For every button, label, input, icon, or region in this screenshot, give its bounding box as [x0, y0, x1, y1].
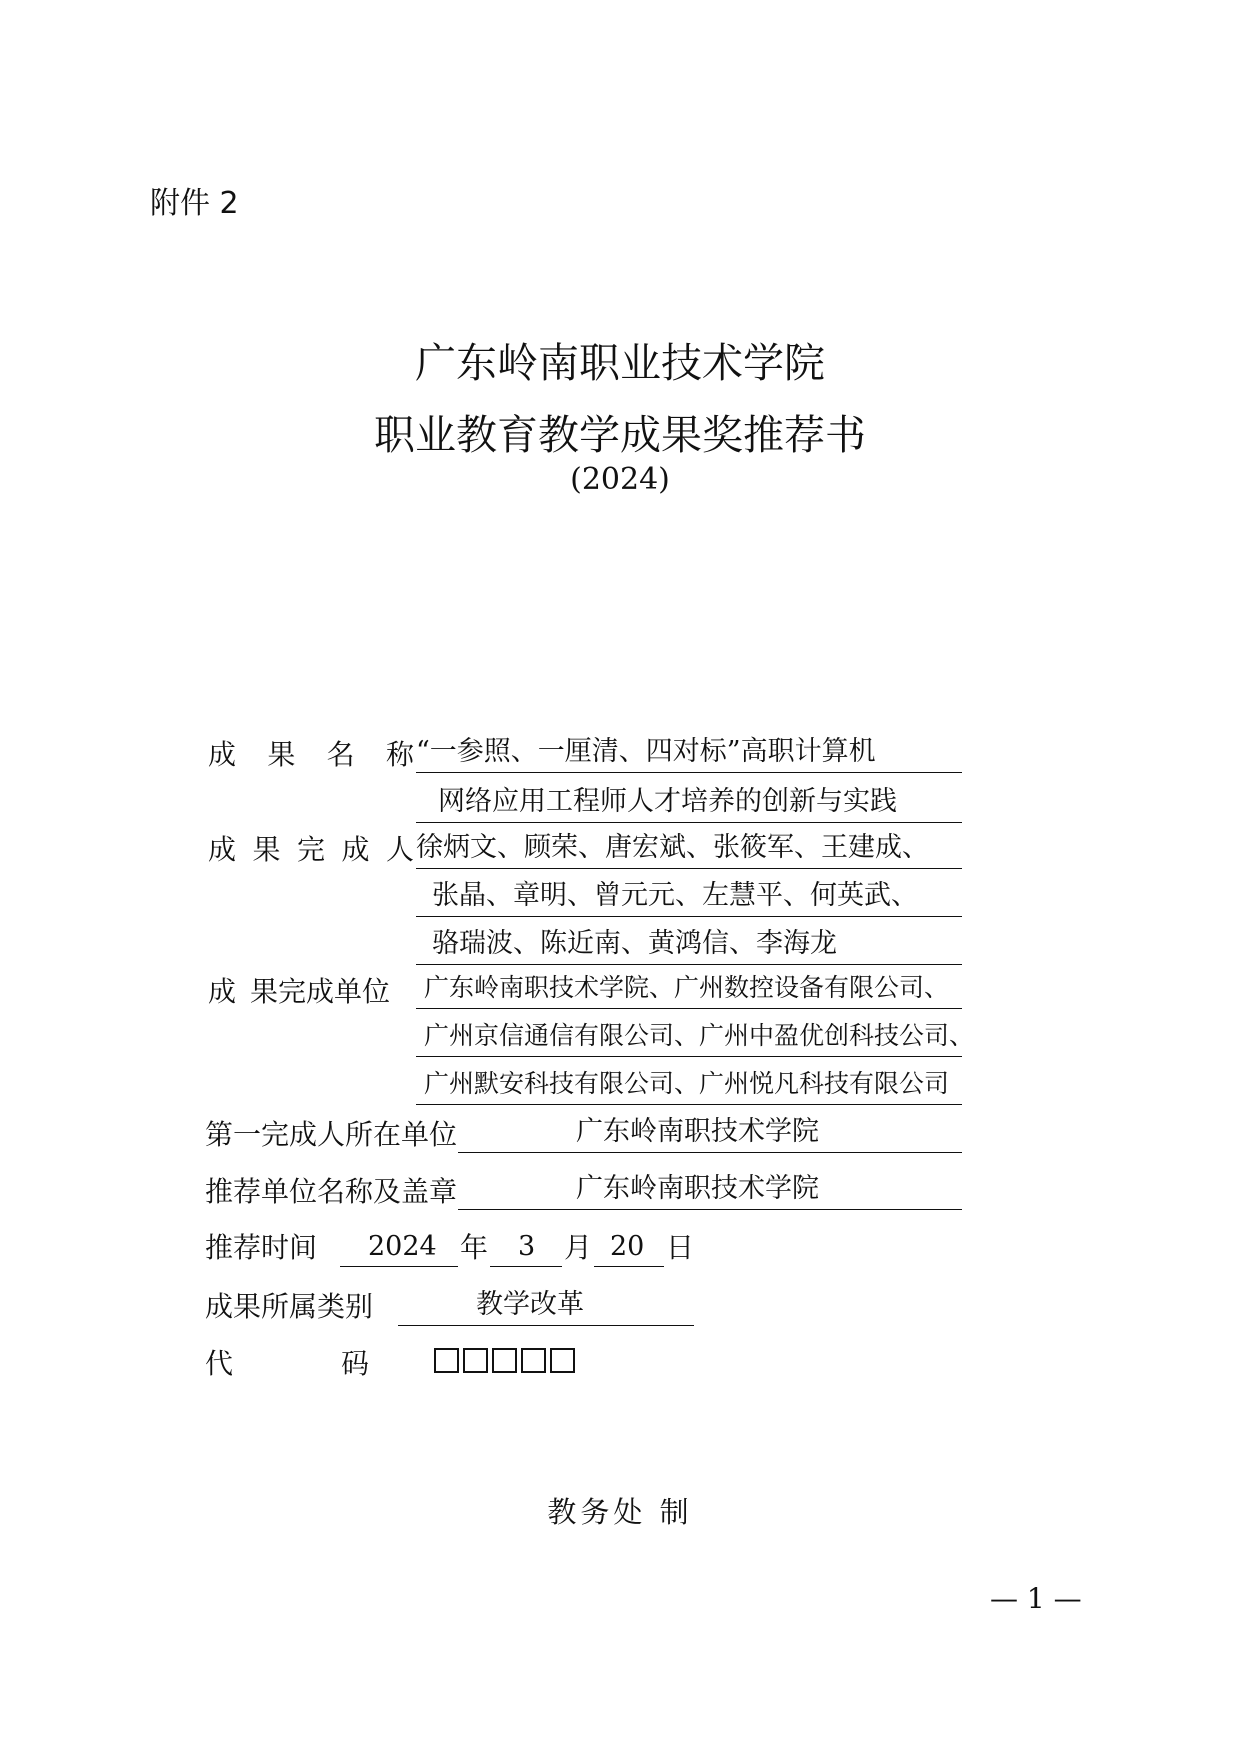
date-year-unit: 年: [460, 1231, 489, 1264]
issuer-text: 教务处 制: [547, 1495, 693, 1529]
category-value: 教学改革: [476, 1289, 584, 1320]
code-box: [463, 1348, 488, 1373]
completers-text-1: 徐炳文、顾荣、唐宏斌、张筱军、王建成、: [416, 832, 929, 863]
code-box: [434, 1348, 459, 1373]
date-month-unit: 月: [564, 1231, 593, 1264]
first-completer-unit-line: [458, 1108, 962, 1153]
completing-units-text-3: 广州默安科技有限公司、广州悦凡科技有限公司: [424, 1069, 950, 1098]
code-box: [550, 1348, 575, 1373]
date-year-line: [340, 1222, 458, 1267]
completing-units-line-1: [416, 964, 962, 1009]
completers-line-3: [416, 920, 962, 965]
document-title-line-2: 职业教育教学成果奖推荐书: [374, 411, 866, 459]
completing-units-line-3: [416, 1060, 962, 1105]
attachment-label: 附件 2: [150, 186, 239, 221]
category-line: [398, 1281, 694, 1326]
date-month-value: 3: [518, 1231, 536, 1262]
document-year: (2024): [570, 462, 670, 497]
first-completer-unit-label: 第一完成人所在单位: [205, 1118, 458, 1151]
completers-text-2: 张晶、章明、曾元元、左慧平、何英武、: [432, 880, 918, 911]
recommender-value: 广东岭南职技术学院: [576, 1173, 819, 1204]
achievement-name-text-1: “一参照、一厘清、四对标”高职计算机: [416, 736, 876, 767]
code-boxes: [434, 1348, 575, 1373]
completing-units-line-2: [416, 1012, 975, 1057]
date-year-value: 2024: [368, 1231, 437, 1262]
first-completer-unit-value: 广东岭南职技术学院: [576, 1116, 819, 1147]
achievement-name-line-2: [416, 778, 962, 823]
document-title-line-1: 广东岭南职业技术学院: [415, 339, 825, 387]
code-label: 代 码: [205, 1347, 369, 1380]
completers-label: 成 果 完 成 人: [208, 833, 414, 866]
achievement-name-line-1: [416, 728, 962, 773]
date-day-value: 20: [610, 1231, 645, 1262]
completers-line-1: [416, 824, 962, 869]
page-number: — 1 —: [990, 1582, 1082, 1615]
recommender-label: 推荐单位名称及盖章: [205, 1175, 458, 1208]
code-box: [521, 1348, 546, 1373]
completers-line-2: [416, 872, 962, 917]
completing-units-text-2: 广州京信通信有限公司、广州中盈优创科技公司、: [424, 1021, 975, 1050]
date-day-unit: 日: [666, 1231, 695, 1264]
completing-units-text-1: 广东岭南职技术学院、广州数控设备有限公司、: [424, 973, 950, 1002]
completing-units-label: 成 果完成单位: [208, 975, 391, 1008]
completers-text-3: 骆瑞波、陈近南、黄鸿信、李海龙: [432, 928, 837, 959]
date-month-line: [490, 1222, 562, 1267]
achievement-name-text-2: 网络应用工程师人才培养的创新与实践: [438, 786, 897, 817]
code-box: [492, 1348, 517, 1373]
recommender-line: [458, 1165, 962, 1210]
recommend-date-label: 推荐时间: [205, 1231, 318, 1264]
category-label: 成果所属类别: [205, 1290, 374, 1323]
date-day-line: [594, 1222, 664, 1267]
achievement-name-label: 成 果 名 称: [208, 738, 414, 771]
